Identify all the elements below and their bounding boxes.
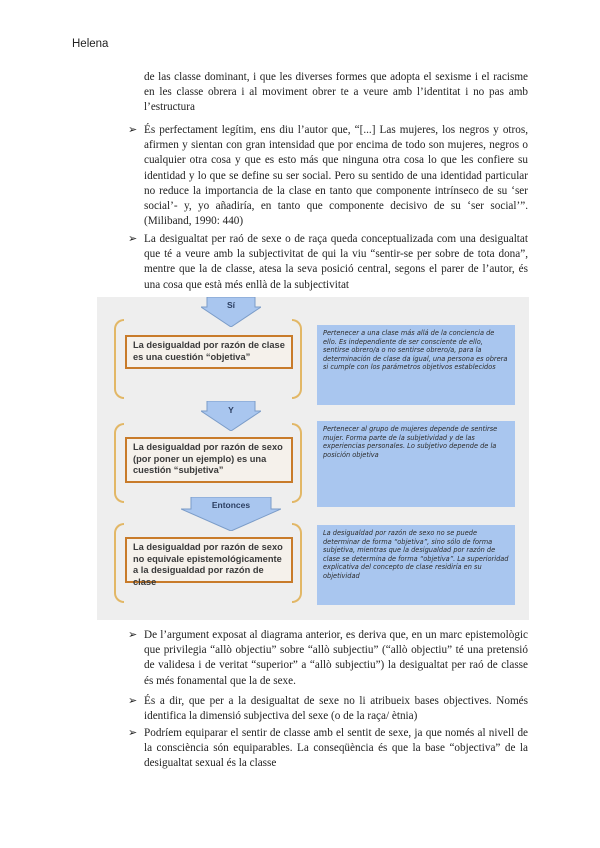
note-sexo-objetiva: La desigualdad por razón de sexo no se puede determinar de forma “objetiva”, sino sólo de forma subjetiva, mientras que la desigualdad por razón de clase se determina de forma “objetiva”. La superioridad explicativa del concepto de clase residiría en su objetividad: [317, 525, 515, 605]
bracket-left: [114, 523, 124, 603]
bullet-argument: De l’argument exposat al diagrama anterior, es deriva que, en un marc epistemològic que privilegia “allò objectiu” sobre “allò subjectiu” (“allò objectiu” té una pretensió de validesa i de veritat “superior” a “allò subjectiu”) la desigualtat per raó de classe és més fonamental que la de sexe.: [144, 629, 528, 687]
arrow-si-label: Sí: [226, 300, 236, 310]
intro-paragraph: de las classe dominant, i que les diverses formes que adopta el sexisme i el racisme en les classe obrera i al moviment obrer te a veure amb l’identitat i no pas amb l’estructura: [144, 71, 528, 114]
bullet-podriem: Podríem equiparar el sentir de classe amb el sentit de sexe, ja que només al nivell de la consciència són equiparables. La conseqüència és que la base “objectiva” de la desigualtat sexual és la classe: [144, 727, 528, 770]
arrow-entonces-label: Entonces: [211, 500, 251, 510]
header-author: Helena: [72, 38, 109, 50]
diagram-figure: [97, 297, 529, 620]
bullet-es-a-dir: És a dir, que per a la desigualtat de sexe no li atribueix bases objectives. Només identifica la dimensió subjectiva del sexe (o de la raça/ ètnia): [144, 695, 528, 723]
box-conclusion: La desigualdad por razón de sexo no equivale epistemológicamente a la desigualdad por razón de clase: [125, 537, 293, 583]
bullet-marker: ➢: [128, 727, 138, 739]
box-desigualdad-sexo: La desigualdad por razón de sexo (por poner un ejemplo) es una cuestión “subjetiva”: [125, 437, 293, 483]
bullet-desigualtat-sexe: La desigualtat per raó de sexe o de raça queda conceptualizada com una desigualtat que té a veure amb la subjectivitat de qui la viu “sentir-se per sobre de tota dona”, mentre que la de classe, atesa la seva posició central, segons el parer de l’autor, és una cosa que està més enllà de la subjectivitat: [144, 233, 528, 291]
bracket-left: [114, 423, 124, 503]
bullet-marker: ➢: [128, 233, 138, 245]
bracket-right: [292, 523, 302, 603]
bullet-miliband-quote: És perfectament legítim, ens diu l’autor que, “[...] Las mujeres, los negros y otros, afirmen y sientan con gran intensidad que por encima de todo son mujeres, negros o cualquier otra cosa y que es esto más que ninguna otra cosa lo que les confiere su identidad y lo que se define su ser social. Pero su sentido de una identidad particular no reduce la importancia de la clase en tanto que componente intrínseco de su ‘ser social’- y, yo añadiría, en tanto que componente decisivo de su ‘ser social’”. (Miliband, 1990: 440): [144, 124, 528, 228]
arrow-y-label: Y: [228, 405, 234, 415]
bullet-marker: ➢: [128, 695, 138, 707]
note-mujeres: Pertenecer al grupo de mujeres depende de sentirse mujer. Forma parte de la subjetividad y de las experiencias personales. Lo subjetivo depende de la posición objetiva: [317, 421, 515, 507]
bracket-right: [292, 319, 302, 399]
bullet-marker: ➢: [128, 124, 138, 136]
bracket-left: [114, 319, 124, 399]
bracket-right: [292, 423, 302, 503]
bullet-marker: ➢: [128, 629, 138, 641]
note-clase: Pertenecer a una clase más allá de la conciencia de ello. Es independiente de ser consciente de ello, sentirse obrero/a o no sentirse obrero/a, para la determinación de clase da igual, una persona es obrera si cumple con los parámetros objetivos establecidos: [317, 325, 515, 405]
box-desigualdad-clase: La desigualdad por razón de clase es una cuestión “objetiva”: [125, 335, 293, 369]
